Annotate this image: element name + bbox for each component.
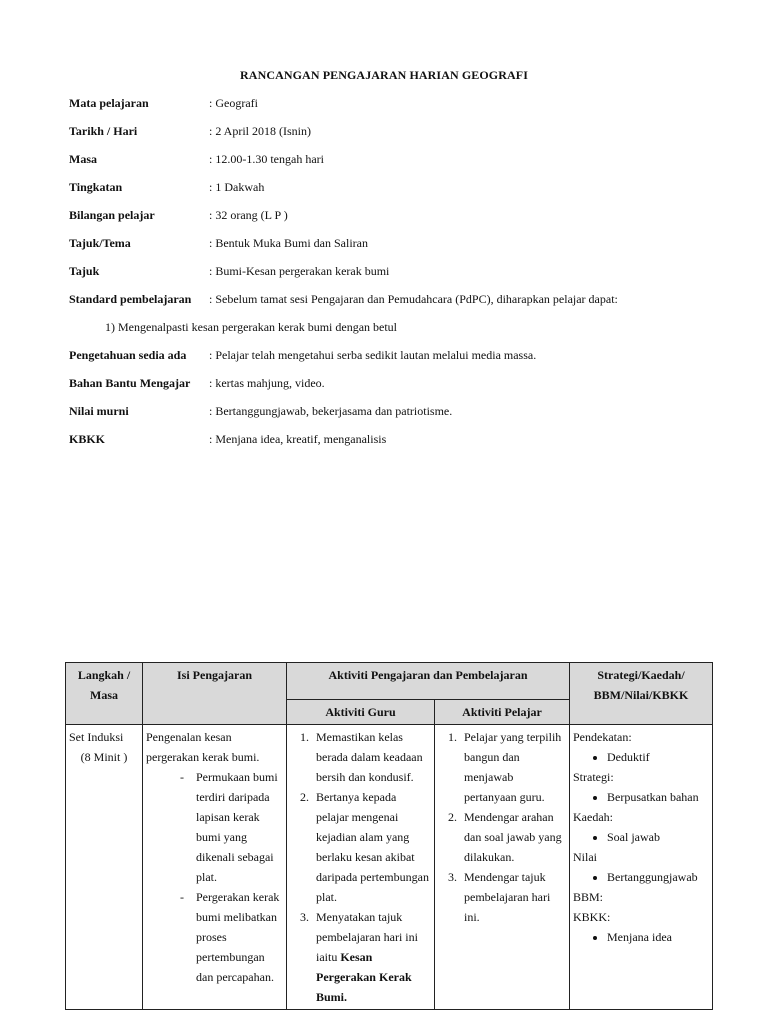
strategi-label: Strategi: (573, 770, 614, 784)
field-value: : Pelajar telah mengetahui serba sedikit lautan melalui media massa. (209, 348, 537, 362)
field-label: Tingkatan (69, 180, 123, 194)
guru-list (290, 727, 431, 1007)
nilai-label: Nilai (573, 850, 597, 864)
list-item: • Bertanggungjawab (607, 867, 709, 887)
kaedah-list (573, 827, 709, 847)
kbkk-list (573, 927, 709, 947)
field-value: : Sebelum tamat sesi Pengajaran dan Pemudahcara (PdPC), diharapkan pelajar dapat: (209, 292, 618, 306)
table-row (66, 725, 713, 1010)
field-label: KBKK (69, 432, 106, 446)
field-label: Mata pelajaran (69, 96, 149, 110)
field-mata-pelajaran (69, 95, 749, 123)
header-langkah: Langkah / Masa (66, 663, 143, 725)
list-item (312, 907, 431, 1007)
page-title: RANCANGAN PENGAJARAN HARIAN GEOGRAFI (240, 68, 528, 82)
nilai-list (573, 867, 709, 887)
list-item: 1. Memastikan kelas berada dalam keadaan bersih dan kondusif. (312, 727, 431, 787)
list-item: • Deduktif (607, 747, 709, 767)
list-item: • Soal jawab (607, 827, 709, 847)
field-label: Tarikh / Hari (69, 124, 138, 138)
field-value: : 32 orang (L P ) (209, 208, 288, 222)
field-value: : 12.00-1.30 tengah hari (209, 152, 324, 166)
field-tingkatan (69, 179, 749, 207)
field-tajuk-tema (69, 235, 749, 263)
field-value: : Menjana idea, kreatif, menganalisis (209, 432, 387, 446)
list-item: • Berpusatkan bahan (607, 787, 709, 807)
field-value: : 2 April 2018 (Isnin) (209, 124, 311, 138)
field-masa (69, 151, 749, 179)
langkah-masa: (8 Minit ) (80, 750, 128, 764)
field-value: : Bumi-Kesan pergerakan kerak bumi (209, 264, 390, 278)
field-label: Standard pembelajaran (69, 292, 192, 306)
field-value: : Bertanggungjawab, bekerjasama dan patriotisme. (209, 404, 453, 418)
field-label: Bahan Bantu Mengajar (69, 376, 191, 390)
field-bilangan-pelajar (69, 207, 749, 235)
field-label: Masa (69, 152, 97, 166)
field-label: Pengetahuan sedia ada (69, 348, 187, 362)
header-aktiviti: Aktiviti Pengajaran dan Pembelajaran (287, 663, 570, 700)
field-bahan-bantu (69, 375, 749, 403)
field-nilai-murni (69, 403, 749, 431)
field-label: Bilangan pelajar (69, 208, 155, 222)
cell-langkah (66, 725, 143, 1010)
list-item: - Permukaan bumi terdiri daripada lapisan kerak bumi yang dikenali sebagai plat. (184, 767, 283, 887)
pendekatan-list (573, 747, 709, 767)
field-value: : 1 Dakwah (209, 180, 265, 194)
bbm-label: BBM: (573, 890, 604, 904)
kbkk-label: KBKK: (573, 910, 611, 924)
learning-objective: 1) Mengenalpasti kesan pergerakan kerak bumi dengan betul (105, 320, 398, 334)
field-label: Nilai murni (69, 404, 129, 418)
cell-aktiviti-pelajar (435, 725, 570, 1010)
field-value: : Bentuk Muka Bumi dan Saliran (209, 236, 368, 250)
kaedah-label: Kaedah: (573, 810, 613, 824)
list-item: 3. Mendengar tajuk pembelajaran hari ini. (460, 867, 566, 927)
header-strategi: Strategi/Kaedah/ BBM/Nilai/KBKK (570, 663, 713, 725)
isi-points (146, 767, 283, 987)
header-isi: Isi Pengajaran (143, 663, 287, 725)
field-label: Tajuk (69, 264, 100, 278)
list-item: 2. Mendengar arahan dan soal jawab yang dilakukan. (460, 807, 566, 867)
field-value: : Geografi (209, 96, 258, 110)
pelajar-list (438, 727, 566, 927)
field-standard-pembelajaran (69, 291, 749, 319)
field-tarikh (69, 123, 749, 151)
list-item: • Menjana idea (607, 927, 709, 947)
langkah-name: Set Induksi (69, 730, 124, 744)
cell-aktiviti-guru (287, 725, 435, 1010)
field-value: : kertas mahjung, video. (209, 376, 325, 390)
field-pengetahuan-sedia-ada (69, 347, 749, 375)
guru-item-text: Menyatakan tajuk pembelajaran hari ini iaitu (316, 910, 418, 964)
pendekatan-label: Pendekatan: (573, 730, 632, 744)
field-label: Tajuk/Tema (69, 236, 131, 250)
field-tajuk (69, 263, 749, 291)
isi-intro: Pengenalan kesan pergerakan kerak bumi. (146, 730, 260, 764)
lesson-topic: Kesan Pergerakan Kerak Bumi. (316, 950, 412, 1004)
header-aktiviti-guru: Aktiviti Guru (287, 700, 435, 725)
list-item: 2. Bertanya kepada pelajar mengenai kejadian alam yang berlaku kesan akibat daripada pertembungan plat. (312, 787, 431, 907)
lesson-table (65, 662, 713, 1010)
list-item: 1. Pelajar yang terpilih bangun dan menjawab pertanyaan guru. (460, 727, 566, 807)
lesson-info (69, 95, 749, 459)
list-item: - Pergerakan kerak bumi melibatkan proses pertembungan dan percapahan. (184, 887, 283, 987)
cell-strategi (570, 725, 713, 1010)
field-kbkk (69, 431, 749, 459)
header-aktiviti-pelajar: Aktiviti Pelajar (435, 700, 570, 725)
strategi-list (573, 787, 709, 807)
cell-isi (143, 725, 287, 1010)
